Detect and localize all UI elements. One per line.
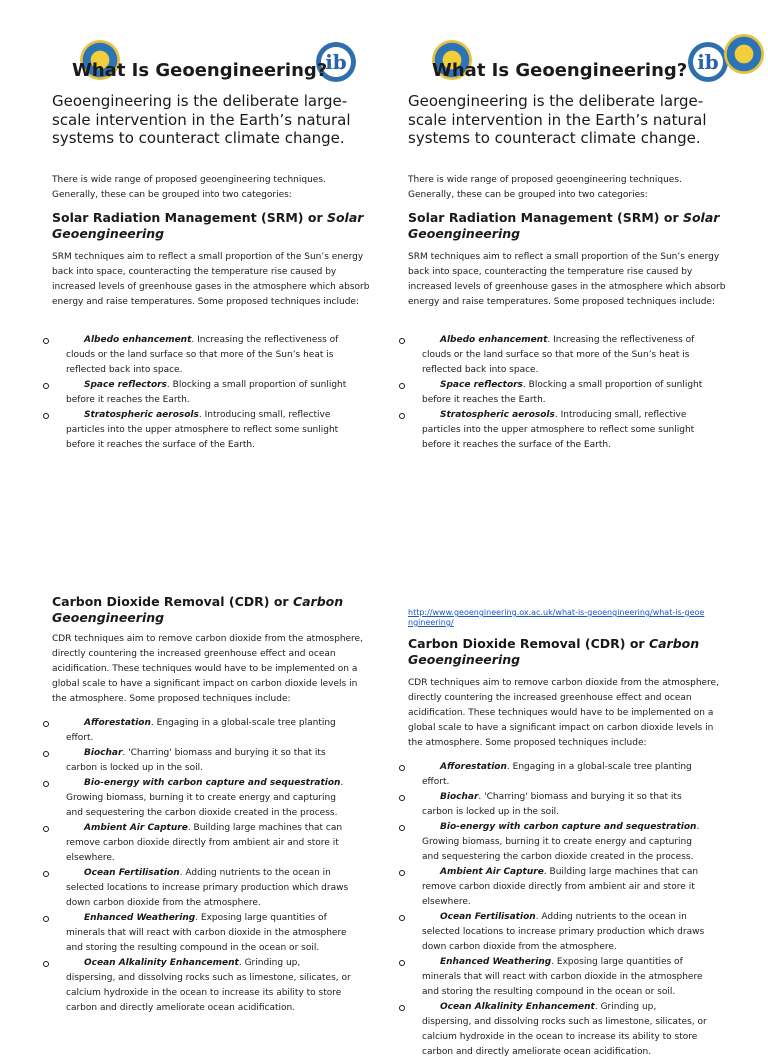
list-item: Biochar. 'Charring' biomass and burying it so that its carbon is locked up in the soil. xyxy=(52,746,352,776)
list-item: Bio-energy with carbon capture and sequestration. Growing biomass, burning it to create energy and capturing and sequestering the carbon dioxide created in the process. xyxy=(408,820,708,865)
list-item: Ocean Fertilisation. Adding nutrients to the ocean in selected locations to increase primary production which draws down carbon dioxide from the atmosphere. xyxy=(52,866,352,911)
list-item: Space reflectors. Blocking a small proportion of sunlight before it reaches the Earth. xyxy=(52,378,352,408)
list-item: Ocean Alkalinity Enhancement. Grinding up, dispersing, and dissolving rocks such as limestone, silicates, or calcium hydroxide in the ocean to increase its ability to store carbon and directly ameliorate ocean acidification. xyxy=(52,956,352,1016)
list-item: Afforestation. Engaging in a global-scale tree planting effort. xyxy=(52,716,352,746)
srm-heading: Solar Radiation Management (SRM) or Solar Geoengineering xyxy=(52,210,364,241)
list-item: Bio-energy with carbon capture and sequestration. Growing biomass, burning it to create energy and capturing and sequestering the carbon dioxide created in the process. xyxy=(52,776,352,821)
source-link[interactable]: http://www.geoengineering.ox.ac.uk/what-is-geoengineering/what-is-geoengineering/ xyxy=(408,608,705,627)
list-item: Stratospheric aerosols. Introducing small, reflective particles into the upper atmosphere to reflect some sunlight before it reaches the surface of the Earth. xyxy=(408,408,708,453)
list-item: Albedo enhancement. Increasing the reflectiveness of clouds or the land surface so that more of the Sun’s heat is reflected back into space. xyxy=(52,333,352,378)
srm-text: SRM techniques aim to reflect a small proportion of the Sun’s energy back into space, counteracting the temperature rise caused by increased levels of greenhouse gases in the atmosphere which absorb energy and raise temperatures. Some proposed techniques include: xyxy=(52,252,370,307)
left-column xyxy=(32,0,370,1024)
page-title: What Is Geoengineering? xyxy=(432,60,688,81)
intro-lead: Geoengineering is the deliberate large-scale intervention in the Earth’s natural systems to counteract climate change. xyxy=(52,92,351,147)
cdr-list xyxy=(52,716,352,1016)
list-item: Enhanced Weathering. Exposing large quantities of minerals that will react with carbon dioxide in the atmosphere and storing the resulting compound in the ocean or soil. xyxy=(52,911,352,956)
cdr-text: CDR techniques aim to remove carbon dioxide from the atmosphere, directly countering the increased greenhouse effect and ocean acidification. These techniques would have to be implemented on a global scale to have a significant impact on carbon dioxide levels in the atmosphere. Some proposed techniques include: xyxy=(408,678,719,748)
list-item: Space reflectors. Blocking a small proportion of sunlight before it reaches the Earth. xyxy=(408,378,708,408)
srm-text: SRM techniques aim to reflect a small proportion of the Sun’s energy back into space, counteracting the temperature rise caused by increased levels of greenhouse gases in the atmosphere which absorb energy and raise temperatures. Some proposed techniques include: xyxy=(408,252,726,307)
list-item: Stratospheric aerosols. Introducing small, reflective particles into the upper atmosphere to reflect some sunlight before it reaches the surface of the Earth. xyxy=(52,408,352,453)
intro-small: There is wide range of proposed geoengineering techniques. Generally, these can be grouped into two categories: xyxy=(52,175,326,200)
list-item: Ocean Fertilisation. Adding nutrients to the ocean in selected locations to increase primary production which draws down carbon dioxide from the atmosphere. xyxy=(408,910,708,955)
list-item: Ambient Air Capture. Building large machines that can remove carbon dioxide directly from ambient air and store it elsewhere. xyxy=(408,865,708,910)
srm-heading: Solar Radiation Management (SRM) or Solar Geoengineering xyxy=(408,210,720,241)
ib-logo: ib xyxy=(688,42,728,82)
list-item: Enhanced Weathering. Exposing large quantities of minerals that will react with carbon dioxide in the atmosphere and storing the resulting compound in the ocean or soil. xyxy=(408,955,708,1000)
right-column xyxy=(388,0,726,1057)
list-item: Ocean Alkalinity Enhancement. Grinding up, dispersing, and dissolving rocks such as limestone, silicates, or calcium hydroxide in the ocean to increase its ability to store carbon and directly ameliorate ocean acidification. xyxy=(408,1000,708,1060)
list-item: Biochar. 'Charring' biomass and burying it so that its carbon is locked up in the soil. xyxy=(408,790,708,820)
cdr-heading: Carbon Dioxide Removal (CDR) or Carbon Geoengineering xyxy=(52,594,344,625)
ib-logo: ib xyxy=(316,42,356,82)
list-item: Ambient Air Capture. Building large machines that can remove carbon dioxide directly from ambient air and store it elsewhere. xyxy=(52,821,352,866)
srm-list xyxy=(408,333,708,453)
page-title: What Is Geoengineering? xyxy=(72,60,328,81)
list-item: Afforestation. Engaging in a global-scale tree planting effort. xyxy=(408,760,708,790)
cdr-text: CDR techniques aim to remove carbon dioxide from the atmosphere, directly countering the increased greenhouse effect and ocean acidification. These techniques would have to be implemented on a global scale to have a significant impact on carbon dioxide levels in the atmosphere. Some proposed techniques include: xyxy=(52,634,363,704)
sun-seal-logo xyxy=(724,34,764,74)
intro-small: There is wide range of proposed geoengineering techniques. Generally, these can be grouped into two categories: xyxy=(408,175,682,200)
cdr-heading: Carbon Dioxide Removal (CDR) or Carbon Geoengineering xyxy=(408,636,700,667)
intro-lead: Geoengineering is the deliberate large-scale intervention in the Earth’s natural systems to counteract climate change. xyxy=(408,92,707,147)
list-item: Albedo enhancement. Increasing the reflectiveness of clouds or the land surface so that more of the Sun’s heat is reflected back into space. xyxy=(408,333,708,378)
srm-list xyxy=(52,333,352,453)
cdr-list xyxy=(408,760,708,1060)
